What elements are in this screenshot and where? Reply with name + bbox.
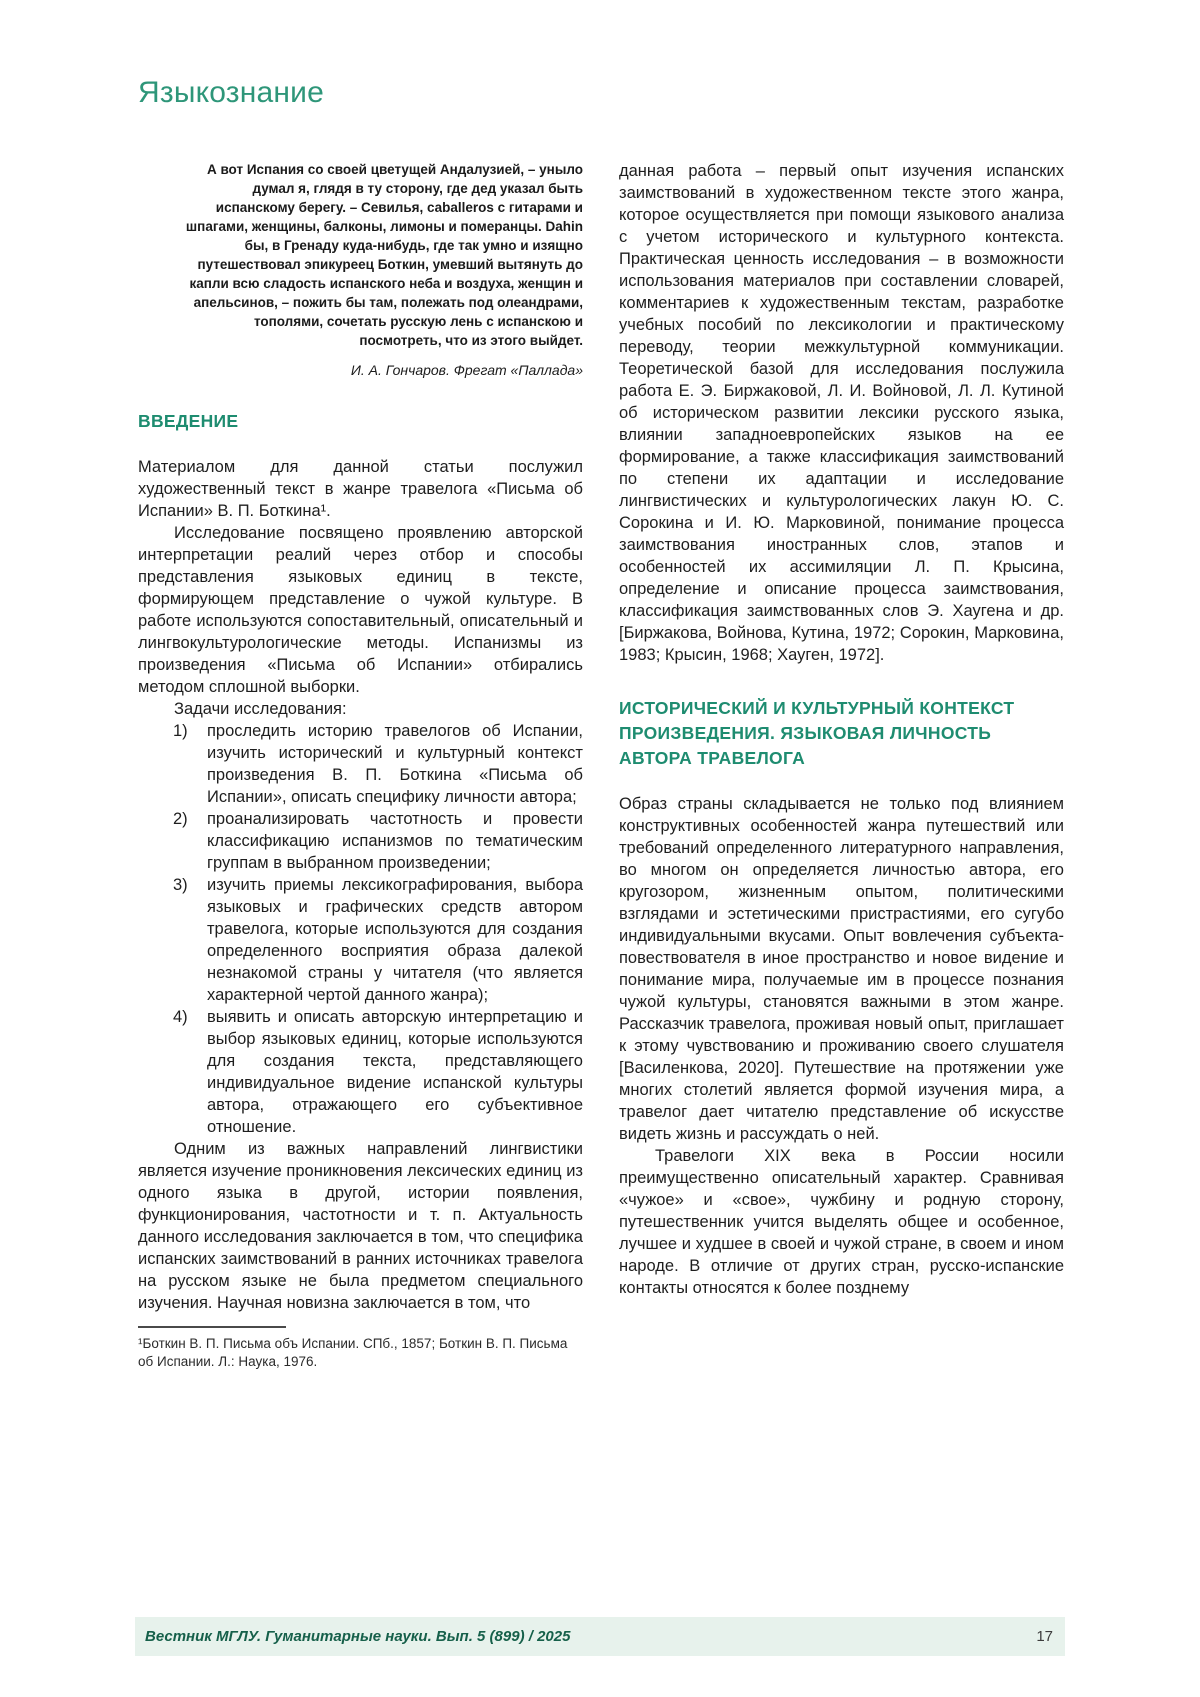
footnote-divider xyxy=(138,1326,286,1328)
section-heading-context: ИСТОРИЧЕСКИЙ И КУЛЬТУРНЫЙ КОНТЕКСТ ПРОИЗВЕДЕНИЯ. ЯЗЫКОВАЯ ЛИЧНОСТЬ АВТОРА ТРАВЕЛОГА xyxy=(619,698,1015,768)
task-text: проанализировать частотность и провести классификацию испанизмов по тематическим группам в выбранном произведении; xyxy=(207,810,583,872)
task-number: 2) xyxy=(173,810,188,828)
task-number: 4) xyxy=(173,1008,188,1026)
page-footer xyxy=(135,1617,1065,1656)
task-item-1 xyxy=(138,720,583,808)
two-column-layout xyxy=(138,160,1064,1371)
epigraph-text: А вот Испания со своей цветущей Андалузией, – уныло думал я, глядя в ту сторону, где дед указал быть испанскому берегу. – Севилья, caballeros с гитарами и шпагами, женщины, балконы, лимоны и померанцы. Dahin бы, в Гренаду куда-нибудь, где так умно и изящно путешествовал эпикуреец Боткин, умевший вытянуть до капли всю сладость испанского неба и воздуха, женщин и апельсинов, – пожить бы там, полежать под олеандрами, тополями, сочетать русскую лень с испанскою и посмотреть, что из этого выйдет. xyxy=(185,162,583,348)
task-item-2 xyxy=(138,808,583,874)
right-paragraph-1: данная работа – первый опыт изучения испанских заимствований в художественном тексте этого жанра, которое осуществляется при помощи языкового анализа с учетом исторического и культурного контекста. Практическая ценность исследования – в возможности использования материалов при составлении словарей, комментариев к художественным текстам, разработке учебных пособий по лексикологии и практическому переводу, теории межкультурной коммуникации. Теоретической базой для исследования послужила работа Е. Э. Биржаковой, Л. И. Войновой, Л. Л. Кутиной об историческом развитии лексики русского языка, влиянии западноевропейских языков на ее формирование, а также классификация заимствований по степени их адаптации и исследование лингвистических и культурологических лакун Ю. С. Сорокина и И. Ю. Марковиной, понимание процесса заимствования иностранных слов, этапов и особенностей их ассимиляции Л. П. Крысина, определение и описание процесса заимствования, классификация заимствованных слов Э. Хаугена и др. [Биржакова, Войнова, Кутина, 1972; Сорокин, Марковина, 1983; Крысин, 1968; Хауген, 1972]. xyxy=(619,162,1064,664)
intro-paragraph-3: Одним из важных направлений лингвистики является изучение проникновения лексических единиц из одного языка в другой, истории появления, функционирования, частотности и т. п. Актуальность данного исследования заключается в том, что специфика испанских заимствований в ранних источниках травелога на русском языке не была предметом специального изучения. Научная новизна заключается в том, что xyxy=(138,1140,583,1312)
task-number: 1) xyxy=(173,722,188,740)
tasks-lead: Задачи исследования: xyxy=(174,700,347,718)
task-text: выявить и описать авторскую интерпретацию и выбор языковых единиц, которые используются для создания текста, представляющего индивидуальное видение испанской культуры автора, отражающего его субъективное отношение. xyxy=(207,1008,583,1136)
footer-page-number: 17 xyxy=(1036,1628,1053,1645)
section-heading-introduction: ВВЕДЕНИЕ xyxy=(138,411,239,431)
footer-journal-title: Вестник МГЛУ. Гуманитарные науки. Вып. 5 (899) / 2025 xyxy=(145,1628,571,1645)
epigraph-attribution: И. А. Гончаров. Фрегат «Паллада» xyxy=(350,362,583,378)
left-column xyxy=(138,160,583,1371)
rubric-title: Языкознание xyxy=(138,76,325,109)
intro-paragraph-1: Материалом для данной статьи послужил художественный текст в жанре травелога «Письма об Испании» В. П. Боткина¹. xyxy=(138,458,583,520)
task-text: изучить приемы лексикографирования, выбора языковых и графических средств автором травелога, которые используются для создания определенного восприятия образа далекой незнакомой страны у читателя (что является характерной чертой данного жанра); xyxy=(207,876,583,1004)
task-number: 3) xyxy=(173,876,188,894)
right-paragraph-3: Травелоги XIX века в России носили преимущественно описательный характер. Сравнивая «чужое» и «свое», чужбину и родную сторону, путешественник учится выделять общее и особенное, лучшее и худшее в своей и чужой стране, в своем и ином народе. В отличие от других стран, русско-испанские контакты относятся к более позднему xyxy=(619,1147,1064,1297)
task-item-3 xyxy=(138,874,583,1006)
right-column xyxy=(619,160,1064,1371)
task-item-4 xyxy=(138,1006,583,1138)
footnote-text: ¹Боткин В. П. Письма объ Испании. СПб., 1857; Боткин В. П. Письма об Испании. Л.: Наука, 1976. xyxy=(138,1336,568,1369)
task-text: проследить историю травелогов об Испании, изучить исторический и культурный контекст произведения В. П. Боткина «Письма об Испании», описать специфику личности автора; xyxy=(207,722,583,806)
page-content xyxy=(138,0,1064,1371)
right-paragraph-2: Образ страны складывается не только под влиянием конструктивных особенностей жанра путешествий или требований определенного литературного направления, во многом он определяется личностью автора, его кругозором, жизненным опытом, политическими взглядами и эстетическими пристрастиями, его сугубо индивидуальными вкусами. Опыт вовлечения субъекта-повествователя в иное пространство и новое видение и понимание мира, получаемые им в процессе познания чужой культуры, становятся важными в этом жанре. Рассказчик травелога, проживая новый опыт, приглашает к этому чувствованию и проживанию своего слушателя [Василенкова, 2020]. Путешествие на протяжении уже многих столетий является формой изучения мира, а травелог дает читателю представление об искусстве видеть жизнь и рассуждать о ней. xyxy=(619,795,1064,1143)
intro-paragraph-2: Исследование посвящено проявлению авторской интерпретации реалий через отбор и способы представления языковых единиц в тексте, формирующем представление о чужой культуре. В работе используются сопоставительный, описательный и лингвокультурологические методы. Испанизмы из произведения «Письма об Испании» отбирались методом сплошной выборки. xyxy=(138,524,583,696)
